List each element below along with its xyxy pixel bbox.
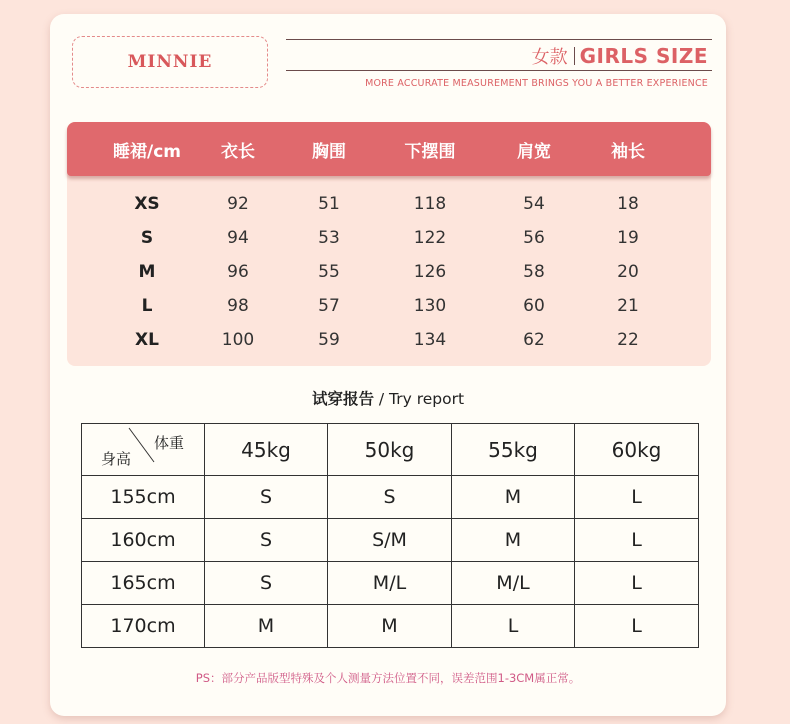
try-report-row bbox=[82, 562, 699, 605]
height-cell: 160cm bbox=[82, 519, 205, 562]
spec-value: 56 bbox=[523, 228, 545, 248]
recommended-size-cell: M bbox=[452, 476, 575, 519]
recommended-size-cell: S bbox=[205, 476, 328, 519]
weight-column-header: 60kg bbox=[575, 424, 699, 476]
recommended-size-cell: M bbox=[452, 519, 575, 562]
spec-value: 51 bbox=[318, 194, 340, 214]
spec-header-cell: 下摆围 bbox=[404, 142, 456, 162]
spec-value: 53 bbox=[318, 228, 340, 248]
try-report-row bbox=[82, 605, 699, 648]
spec-size-label: L bbox=[141, 296, 153, 316]
spec-header-cell: 胸围 bbox=[312, 142, 346, 162]
weight-label: 体重 bbox=[153, 434, 184, 452]
spec-value: 96 bbox=[227, 262, 249, 282]
recommended-size-cell: M/L bbox=[328, 562, 452, 605]
spec-value: 130 bbox=[413, 296, 447, 316]
recommended-size-cell: S bbox=[328, 476, 452, 519]
try-report-row bbox=[82, 519, 699, 562]
recommended-size-cell: M bbox=[205, 605, 328, 648]
spec-value: 18 bbox=[617, 194, 639, 214]
try-report-title bbox=[50, 387, 726, 409]
height-cell: 155cm bbox=[82, 476, 205, 519]
spec-value: 62 bbox=[523, 330, 545, 350]
spec-value: 126 bbox=[413, 262, 447, 282]
size-title-en: GIRLS SIZE bbox=[579, 44, 708, 68]
brand-name: MINNIE bbox=[127, 52, 213, 72]
recommended-size-cell: L bbox=[575, 605, 699, 648]
spec-header-cell: 袖长 bbox=[611, 142, 645, 162]
size-spec-header bbox=[67, 122, 711, 176]
spec-value: 57 bbox=[318, 296, 340, 316]
recommended-size-cell: L bbox=[452, 605, 575, 648]
recommended-size-cell: L bbox=[575, 519, 699, 562]
spec-header-cell: 肩宽 bbox=[517, 142, 551, 162]
try-report-header-row bbox=[82, 424, 699, 476]
measurement-note: PS：部分产品版型特殊及个人测量方法位置不同，误差范围1-3CM属正常。 bbox=[195, 671, 581, 685]
size-spec-table bbox=[67, 122, 711, 366]
height-label: 身高 bbox=[101, 450, 132, 468]
spec-size-label: XS bbox=[134, 194, 160, 214]
height-cell: 165cm bbox=[82, 562, 205, 605]
spec-value: 58 bbox=[523, 262, 545, 282]
spec-size-label: S bbox=[140, 228, 154, 248]
spec-value: 59 bbox=[318, 330, 340, 350]
spec-value: 21 bbox=[617, 296, 639, 316]
spec-value: 92 bbox=[227, 194, 249, 214]
spec-value: 54 bbox=[523, 194, 545, 214]
recommended-size-cell: M bbox=[328, 605, 452, 648]
recommended-size-cell: L bbox=[575, 476, 699, 519]
spec-size-label: XL bbox=[135, 330, 159, 350]
height-cell: 170cm bbox=[82, 605, 205, 648]
spec-value: 94 bbox=[227, 228, 249, 248]
recommended-size-cell: S/M bbox=[328, 519, 452, 562]
spec-value: 98 bbox=[227, 296, 249, 316]
size-chart-card bbox=[50, 14, 726, 716]
size-title-cn: 女款 bbox=[531, 47, 568, 68]
weight-column-header: 50kg bbox=[328, 424, 452, 476]
spec-header-cell: 衣长 bbox=[221, 142, 255, 162]
try-report-title-en: / Try report bbox=[373, 390, 465, 408]
header-rule-bottom bbox=[286, 70, 712, 71]
size-subtitle: MORE ACCURATE MEASUREMENT BRINGS YOU A BETTER EXPERIENCE bbox=[365, 78, 708, 89]
spec-value: 20 bbox=[617, 262, 639, 282]
weight-column-header: 55kg bbox=[452, 424, 575, 476]
header-rule-top bbox=[286, 39, 712, 40]
spec-value: 55 bbox=[318, 262, 340, 282]
height-weight-corner bbox=[82, 424, 205, 476]
spec-value: 118 bbox=[413, 194, 447, 214]
try-report-title-cn: 试穿报告 bbox=[311, 390, 374, 408]
spec-value: 60 bbox=[523, 296, 545, 316]
recommended-size-cell: M/L bbox=[452, 562, 575, 605]
spec-header-cell: 睡裙/cm bbox=[113, 142, 181, 162]
spec-value: 22 bbox=[617, 330, 639, 350]
size-title bbox=[532, 43, 708, 69]
weight-column-header: 45kg bbox=[205, 424, 328, 476]
try-report-table bbox=[81, 423, 699, 648]
spec-value: 100 bbox=[221, 330, 255, 350]
recommended-size-cell: L bbox=[575, 562, 699, 605]
brand-logo-box bbox=[72, 36, 268, 88]
spec-value: 122 bbox=[413, 228, 447, 248]
recommended-size-cell: S bbox=[205, 562, 328, 605]
spec-value: 19 bbox=[617, 228, 639, 248]
spec-size-label: M bbox=[138, 262, 156, 282]
recommended-size-cell: S bbox=[205, 519, 328, 562]
try-report-row bbox=[82, 476, 699, 519]
title-divider bbox=[574, 47, 575, 65]
spec-value: 134 bbox=[413, 330, 447, 350]
